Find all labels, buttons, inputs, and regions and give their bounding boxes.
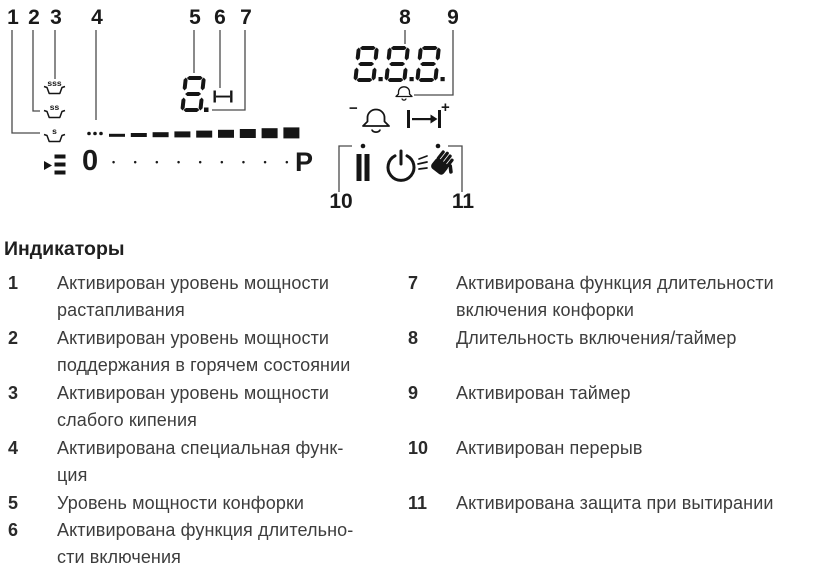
legend-num-8: 8 [408, 328, 419, 348]
minus-sign: − [349, 100, 358, 117]
callout-6: 6 [214, 6, 226, 29]
callout-3: 3 [50, 6, 62, 29]
wipe-protection-icon [417, 136, 457, 184]
legend-item-11-line1: Активирована защита при вытирании [456, 493, 774, 513]
callout-11: 11 [451, 190, 475, 213]
callout-8: 8 [399, 6, 411, 29]
legend-num-2: 2 [8, 328, 19, 348]
legend-item-2-line1: Активирован уровень мощности [57, 328, 330, 348]
power-level-display [177, 74, 217, 116]
scale-p-label: P [295, 147, 314, 177]
callout-10: 10 [329, 190, 353, 213]
callout-4: 4 [91, 6, 103, 29]
legend-item-8 [456, 325, 806, 352]
legend-item-9-line1: Активирован таймер [456, 383, 631, 403]
svg-text:sss: sss [47, 78, 62, 88]
legend-item-7 [456, 270, 806, 324]
legend-item-3 [57, 380, 407, 434]
plus-sign: + [441, 99, 450, 116]
legend-num-4: 4 [8, 438, 19, 458]
duration-arrow-icon [406, 108, 442, 130]
pan-steam-1-icon [41, 126, 68, 145]
legend-num-5: 5 [8, 493, 19, 513]
legend-item-9 [456, 380, 806, 407]
power-bar-ramp [86, 118, 308, 142]
legend-item-4-line1: Активирована специальная функ- [57, 438, 344, 458]
legend-num-7: 7 [408, 273, 419, 293]
alarm-bell-icon [360, 105, 392, 135]
legend-item-8-line1: Длительность включения/таймер [456, 328, 737, 348]
legend-item-3-line2: слабого кипения [57, 410, 197, 430]
control-panel-diagram [0, 0, 815, 230]
legend-item-2-line2: поддержания в горячем состоянии [57, 355, 351, 375]
callout-5: 5 [189, 6, 201, 29]
level-slider-icon [44, 151, 66, 179]
timer-display [352, 44, 454, 86]
legend-num-9: 9 [408, 383, 419, 403]
legend-num-6: 6 [8, 520, 19, 540]
legend-item-4 [57, 435, 407, 489]
legend-item-10-line1: Активирован перерыв [456, 438, 643, 458]
legend-item-7-line2: включения конфорки [456, 300, 634, 320]
legend-item-1-line2: растапливания [57, 300, 185, 320]
legend-item-2 [57, 325, 407, 379]
legend-item-6-line2: сти включения [57, 547, 181, 567]
callout-9: 9 [447, 6, 459, 29]
legend-title: Индикаторы [4, 238, 125, 260]
legend-num-3: 3 [8, 383, 19, 403]
legend-num-1: 1 [8, 273, 19, 293]
legend-item-1-line1: Активирован уровень мощности [57, 273, 330, 293]
legend-item-5-line1: Уровень мощности конфорки [57, 493, 305, 513]
duration-small-icon [213, 90, 233, 103]
legend-item-3-line1: Активирован уровень мощности [57, 383, 330, 403]
legend-item-10 [456, 435, 806, 462]
legend-num-10: 10 [408, 438, 429, 458]
callout-7: 7 [240, 6, 252, 29]
pan-steam-3-icon [41, 78, 68, 97]
pause-icon [355, 140, 371, 182]
legend-item-4-line2: ция [57, 465, 88, 485]
legend-num-11: 11 [408, 493, 428, 513]
svg-text:ss: ss [49, 102, 60, 112]
legend-item-1 [57, 270, 407, 324]
scale-dots: ••••••••• [112, 157, 307, 167]
power-icon [384, 149, 418, 183]
legend-item-11 [456, 490, 806, 517]
legend-item-6 [57, 517, 407, 567]
legend-item-6-line1: Активирована функция длительно- [57, 520, 354, 540]
legend-item-7-line1: Активирована функция длительности [456, 273, 774, 293]
scale-zero-label: 0 [82, 145, 99, 177]
pan-steam-2-icon [41, 102, 68, 121]
svg-text:s: s [52, 126, 57, 136]
callout-2: 2 [28, 6, 40, 29]
callout-1: 1 [7, 6, 19, 29]
timer-active-bell-icon [394, 85, 414, 101]
legend-item-5 [57, 490, 407, 517]
